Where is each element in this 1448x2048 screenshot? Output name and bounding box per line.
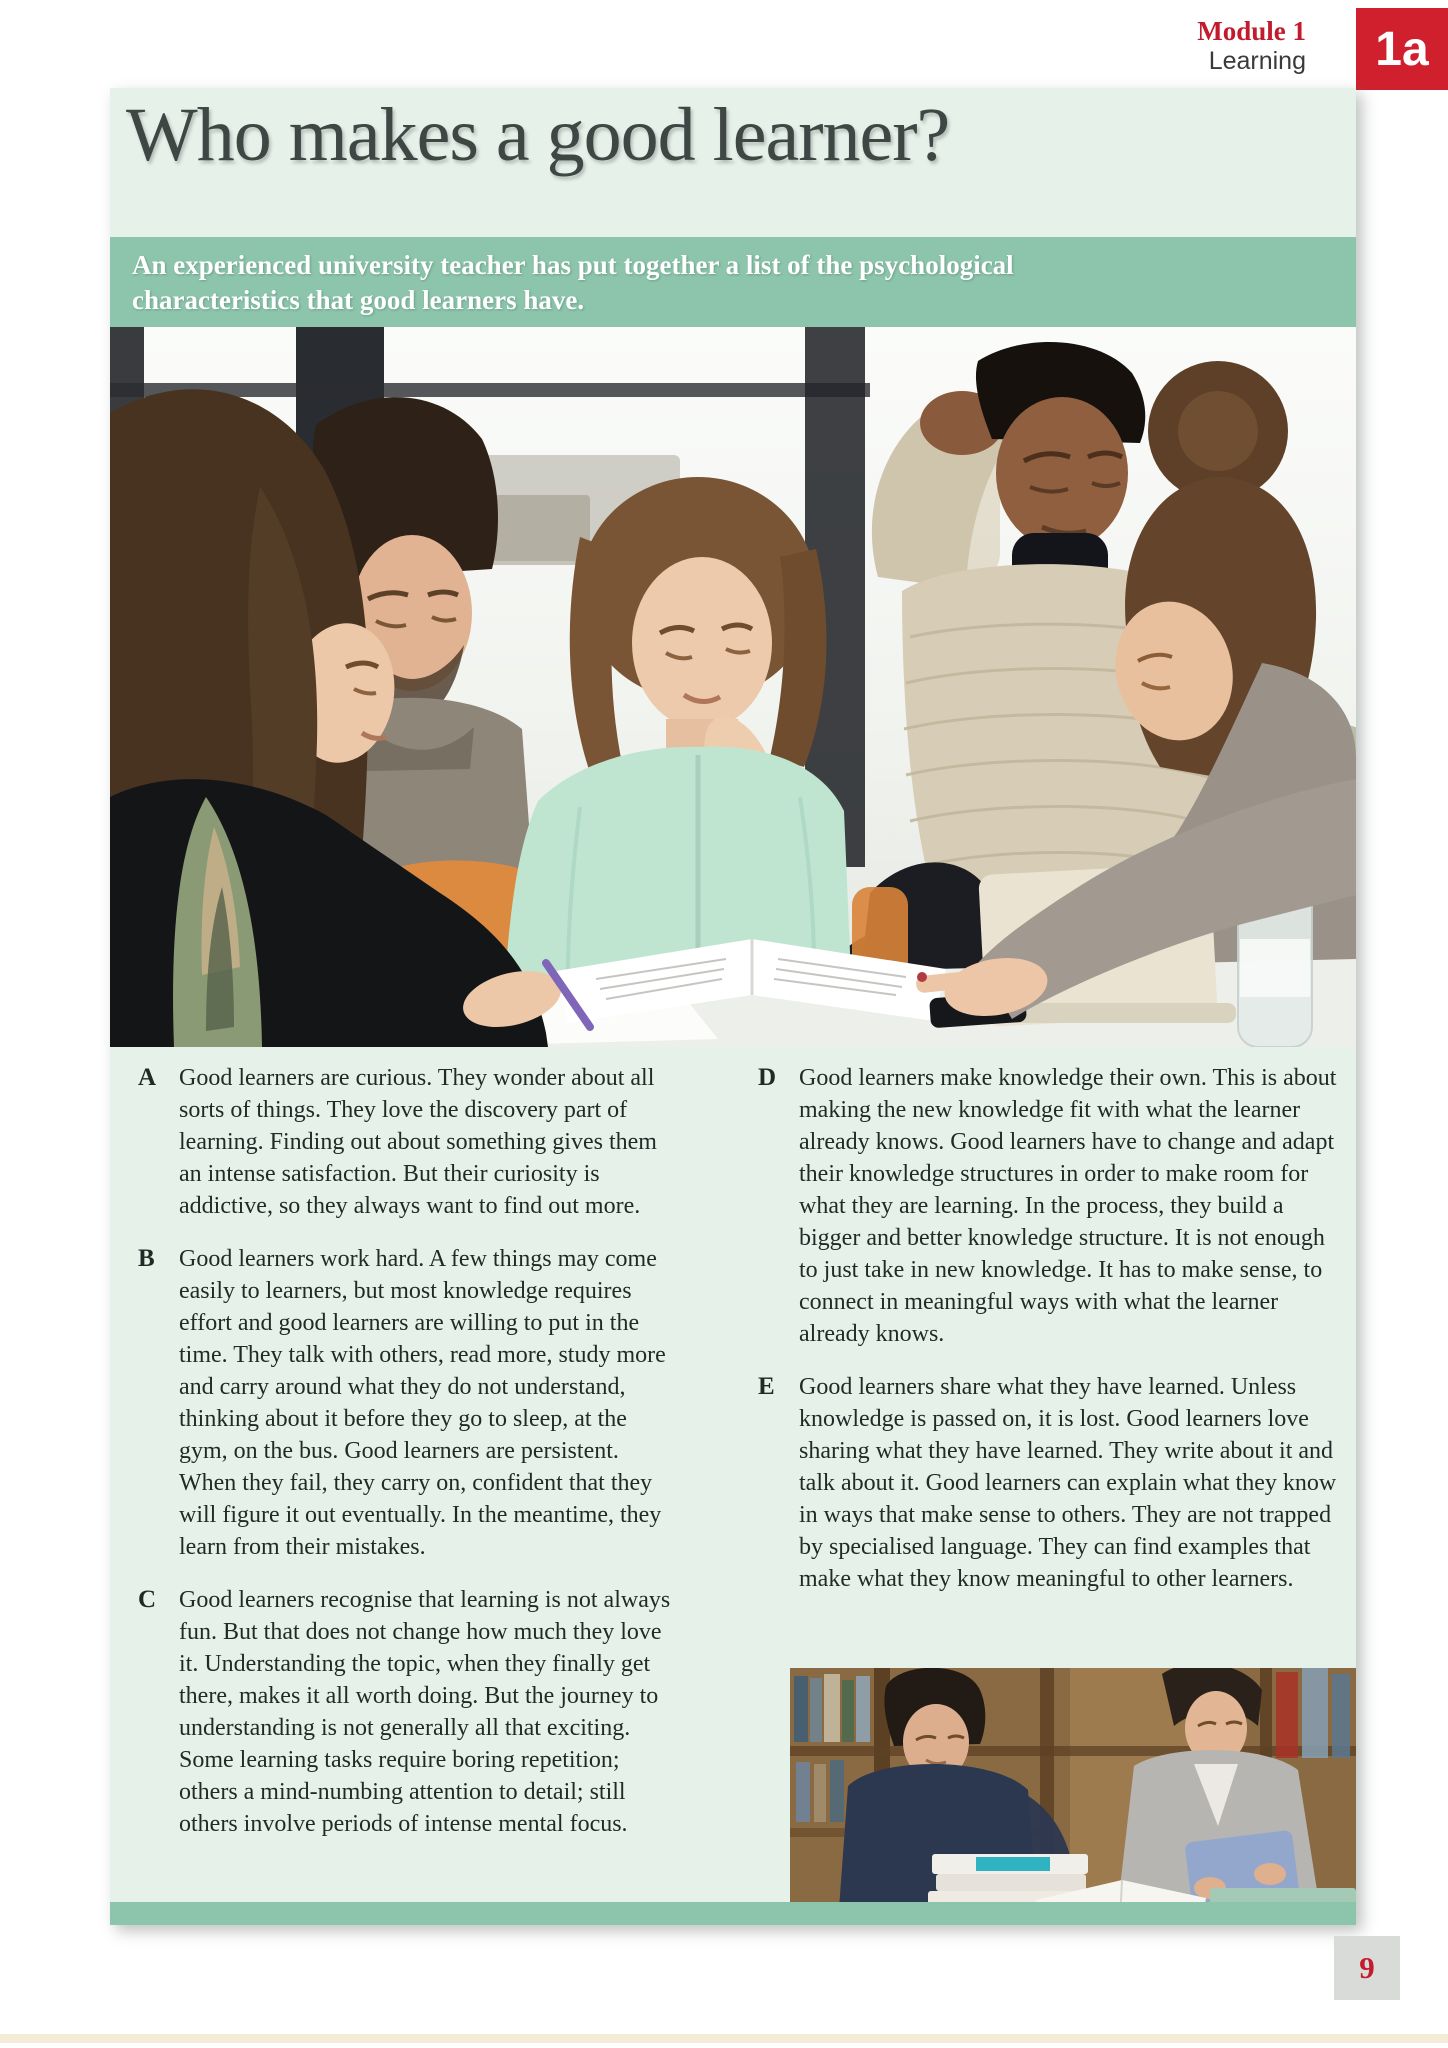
paragraph-letter: B [138, 1245, 155, 1272]
module-label: Module 1 [1197, 16, 1306, 46]
paragraph-e [758, 1371, 1348, 1595]
page-title: Who makes a good learner? [126, 93, 950, 177]
paragraph-letter: C [138, 1586, 157, 1613]
column-right [758, 1062, 1348, 1616]
paragraph-c [138, 1584, 674, 1840]
panel-footer-bar [110, 1902, 1356, 1925]
paragraph-d [758, 1062, 1348, 1350]
library-photo [790, 1668, 1356, 1922]
module-header [1197, 16, 1306, 76]
intro-line-1: An experienced university teacher has put together a list of the psychological [132, 250, 1014, 280]
paragraph-text: Good learners share what they have learned. Unless knowledge is passed on, it is lost. Good learners love sharing what they have learned. They write about it and talk about it. Good learners can explain what they know in ways that make sense to others. They are not trapped by specialised language. They can find examples that make what they know meaningful to other learners. [799, 1374, 1337, 1592]
paragraph-text: Good learners recognise that learning is not always fun. But that does not change how much they love it. Understanding the topic, when they finally get there, makes it all worth doing. But the journey to understanding is not generally all that exciting. Some learning tasks require boring repetition; others a mind-numbing attention to detail; still others involve periods of intense mental focus. [179, 1587, 671, 1837]
unit-badge [1356, 8, 1448, 90]
paragraph-b [138, 1243, 674, 1563]
page-number-badge [1334, 1936, 1400, 2000]
paragraph-letter: E [758, 1373, 775, 1400]
column-left [138, 1062, 674, 1861]
intro-text [110, 237, 1242, 318]
page-number: 9 [1359, 1950, 1375, 1985]
module-subtitle: Learning [1208, 47, 1306, 76]
intro-line-2: characteristics that good learners have. [132, 285, 585, 315]
article-panel [110, 88, 1356, 1925]
intro-banner [110, 237, 1356, 327]
paragraph-text: Good learners make knowledge their own. This is about making the new knowledge fit with what the learner already knows. Good learners have to change and adapt their knowledge structures in order to make room for what they are learning. In the process, they build a bigger and better knowledge structure. It is not enough to just take in new knowledge. It has to make sense, to connect in meaningful ways with what the learner already knows. [799, 1065, 1337, 1347]
paragraph-text: Good learners work hard. A few things may come easily to learners, but most knowledge requires effort and good learners are willing to put in the time. They talk with others, read more, study more and carry around what they do not understand, thinking about it before they go to sleep, at the gym, on the bus. Good learners are persistent. When they fail, they carry on, confident that they will figure it out eventually. In the meantime, they learn from their mistakes. [179, 1246, 666, 1560]
main-photo [110, 327, 1356, 1047]
paragraph-a [138, 1062, 674, 1222]
unit-badge-label: 1a [1375, 22, 1429, 76]
paragraph-letter: D [758, 1064, 777, 1091]
paragraph-text: Good learners are curious. They wonder about all sorts of things. They love the discovery part of learning. Finding out about something gives them an intense satisfaction. But their curiosity is addictive, so they always want to find out more. [179, 1065, 657, 1219]
paragraph-letter: A [138, 1064, 157, 1091]
bottom-rule [0, 2034, 1448, 2043]
